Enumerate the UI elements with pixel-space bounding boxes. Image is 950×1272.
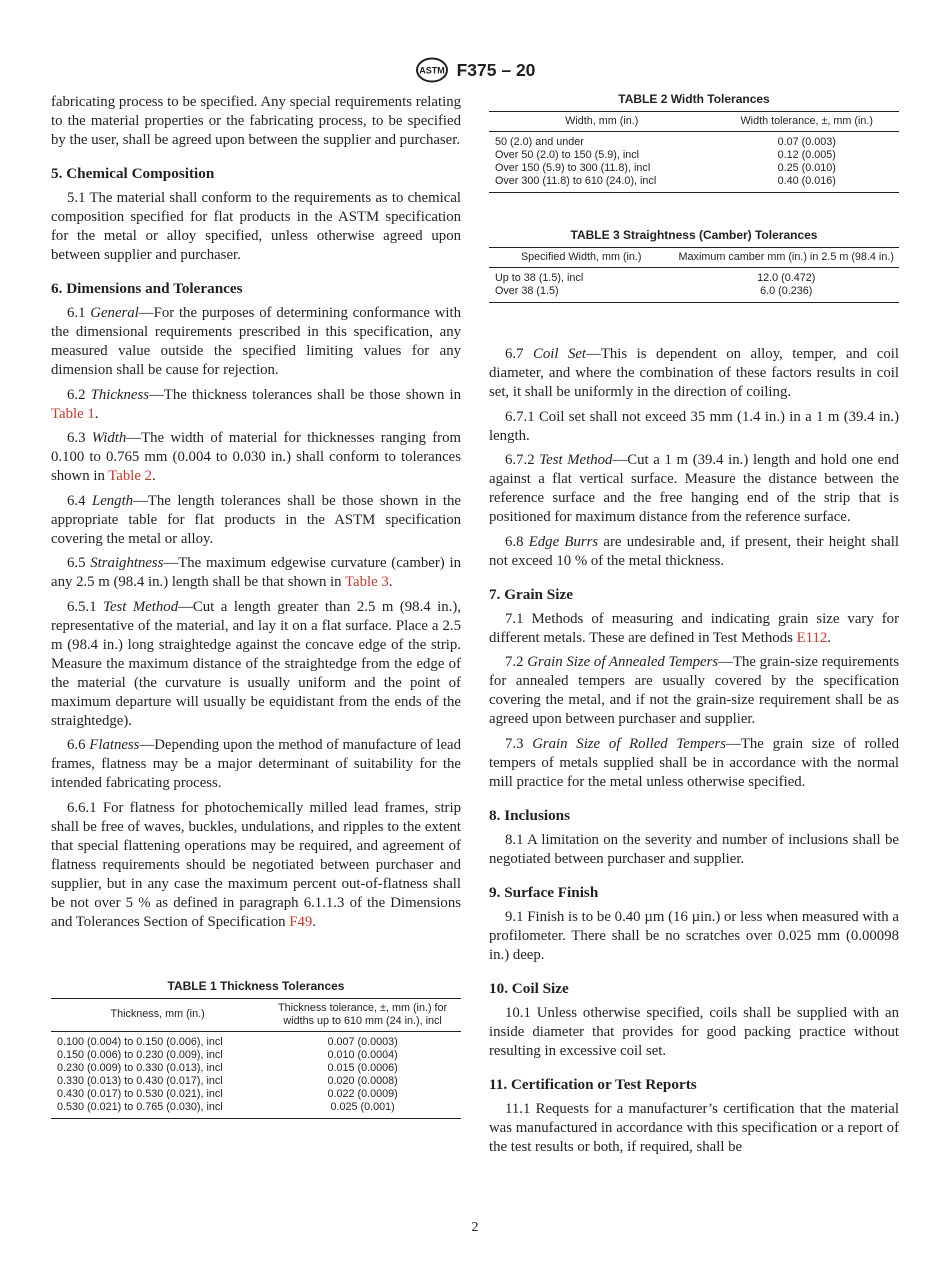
table-header: Specified Width, mm (in.)	[489, 248, 674, 268]
right-column	[489, 93, 899, 1162]
paragraph: 7.1 Methods of measuring and indicating grain size vary for different metals. These are defined in Test Methods E112.	[489, 610, 899, 646]
paragraph: 6.4 Length—The length tolerances shall be those shown in the appropriate table for flat products in the ASTM specification covering the metal or alloy.	[51, 492, 461, 547]
table-row: Over 300 (11.8) to 610 (24.0), incl 0.40 (0.016)	[489, 175, 899, 193]
table-header: Thickness, mm (in.)	[51, 998, 264, 1031]
paragraph: 5.1 The material shall conform to the requirements as to chemical composition specified for flat products in the ASTM specification for the metal or alloy specified, unless otherwise agreed upon between supplier and purchaser.	[51, 190, 461, 263]
e112-link[interactable]: E112	[796, 629, 828, 646]
table-header: Thickness tolerance, ±, mm (in.) for widths up to 610 mm (24 in.), incl	[264, 998, 461, 1031]
paragraph: 6.6 Flatness—Depending upon the method of manufacture of lead frames, flatness may be a major determinant of suitability for the intended fabricating process.	[51, 737, 461, 791]
section-heading: 7. Grain Size	[489, 585, 573, 603]
paragraph: 6.1 General—For the purposes of determining conformance with the dimensional requirements prescribed in this specification, any measured value outside the specified limiting values for any dimension shall be cause for rejection.	[51, 305, 461, 378]
table-row: Over 38 (1.5) 6.0 (0.236)	[489, 285, 899, 303]
paragraph: 8.1 A limitation on the severity and number of inclusions shall be negotiated between purchaser and supplier.	[489, 831, 899, 867]
table-row: Up to 38 (1.5), incl 12.0 (0.472)	[495, 272, 816, 284]
paragraph: 6.8 Edge Burrs are undesirable and, if present, their height shall not exceed 10 % of the metal thickness.	[489, 533, 899, 569]
paragraph: 6.6.1 For flatness for photochemically milled lead frames, strip shall be free of waves, buckles, undulations, and ripples to the extent that special flattening operations may be required, and agreement of flatness requirements should be negotiated between purchaser and supplier, but in any case the maximum percent out-of-flatness shall be not over 5 % as defined in paragraph 6.1.1.3 of the Dimensions and Tolerances Section of Specification F49.	[51, 799, 461, 930]
table-header: Width tolerance, ±, mm (in.)	[715, 112, 900, 132]
table-row: 0.100 (0.004) to 0.150 (0.006), incl 0.007 (0.0003)	[57, 1035, 398, 1048]
table-row: 0.330 (0.013) to 0.430 (0.017), incl 0.020 (0.0008)	[57, 1074, 398, 1087]
paragraph: 10.1 Unless otherwise specified, coils shall be supplied with an inside diameter that provides for good packing practice without resulting in excessive coil set.	[489, 1004, 899, 1059]
paragraph: 6.7 Coil Set—This is dependent on alloy, temper, and coil diameter, and where the combination of these factors results in coil set, it shall be uniformly in the direction of coiling.	[489, 346, 899, 400]
paragraph: 9.1 Finish is to be 0.40 µm (16 µin.) or less when measured with a profilometer. There shall be no scratches over 0.025 mm (0.00098 in.) deep.	[489, 908, 899, 963]
table-row: 0.230 (0.009) to 0.330 (0.013), incl 0.015 (0.0006)	[57, 1061, 398, 1074]
paragraph: fabricating process to be specified. Any special requirements relating to the material properties or the fabricating process, to be specified by the user, shall be agreed upon between the supplier and purchaser.	[51, 94, 461, 148]
paragraph: 6.2 Thickness—The thickness tolerances shall be those shown in Table 1.	[51, 386, 461, 422]
left-column	[51, 93, 461, 1119]
section-heading: 8. Inclusions	[489, 806, 571, 824]
table-row: 0.530 (0.021) to 0.765 (0.030), incl 0.025 (0.001)	[51, 1101, 461, 1119]
f49-link[interactable]: F49	[289, 913, 313, 930]
table-1-link[interactable]: Table 1	[51, 405, 95, 422]
table-header: Maximum camber mm (in.) in 2.5 m (98.4 in.)	[674, 248, 900, 268]
astm-logo-icon	[415, 57, 449, 83]
table-header: Width, mm (in.)	[489, 112, 715, 132]
section-heading: 5. Chemical Composition	[51, 165, 215, 182]
section-heading: 11. Certification or Test Reports	[489, 1075, 697, 1093]
paragraph: 6.3 Width—The width of material for thicknesses ranging from 0.100 to 0.765 mm (0.004 to 0.030 in.) shall conform to tolerances shown in Table 2.	[51, 430, 462, 484]
table-title: TABLE 1 Thickness Tolerances	[167, 978, 345, 993]
table-title: TABLE 2 Width Tolerances	[618, 92, 770, 106]
table-2	[489, 93, 899, 193]
table-row: Over 50 (2.0) to 150 (5.9), incl 0.12 (0.005)	[495, 149, 836, 161]
paragraph: 7.3 Grain Size of Rolled Tempers—The grain size of rolled tempers of metals supplied shall be in accordance with the normal mill practice for the metal unless otherwise specified.	[489, 735, 899, 790]
document-id: F375 – 20	[456, 59, 536, 80]
page-number: 2	[471, 1220, 479, 1235]
table-2-link[interactable]: Table 2	[108, 468, 153, 484]
section-heading: 10. Coil Size	[489, 979, 569, 997]
table-row: 0.430 (0.017) to 0.530 (0.021), incl 0.022 (0.0009)	[57, 1087, 398, 1100]
paragraph: 6.5 Straightness—The maximum edgewise curvature (camber) in any 2.5 m (98.4 in.) length shall be that shown in Table 3.	[51, 555, 461, 590]
table-title: TABLE 3 Straightness (Camber) Tolerances	[570, 228, 818, 242]
table-row: Over 150 (5.9) to 300 (11.8), incl 0.25 (0.010)	[495, 162, 836, 174]
paragraph: 11.1 Requests for a manufacturer’s certification that the material was manufactured in accordance with this specification or a report of the test results or both, if required, shall be	[489, 1100, 899, 1155]
table-3	[489, 229, 899, 303]
section-heading: 6. Dimensions and Tolerances	[51, 280, 243, 297]
table-row: 0.150 (0.006) to 0.230 (0.009), incl 0.010 (0.0004)	[57, 1048, 398, 1061]
table-1	[51, 980, 461, 1119]
table-row: 50 (2.0) and under 0.07 (0.003)	[495, 136, 836, 148]
page-header	[0, 57, 950, 83]
logo-text: ASTM	[418, 65, 445, 76]
section-heading: 9. Surface Finish	[489, 883, 599, 901]
paragraph: 6.5.1 Test Method—Cut a length greater than 2.5 m (98.4 in.), representative of the material, and lay it on a flat surface. Place a 2.5 m (98.4 in.) long straightedge against the concave edge of the strip. Measure the maximum distance of the straightedge from the edge of the material (the curvature is usually uniform and the point of maximum departure will usually be equidistant from the ends of the straightedge).	[51, 598, 461, 729]
paragraph: 6.7.2 Test Method—Cut a 1 m (39.4 in.) length and hold one end against a flat vertical surface. Measure the distance between the reference surface and the free hanging end of the strip that is positioned for maximum distance from the reference surface.	[489, 452, 899, 525]
table-3-link[interactable]: Table 3	[345, 574, 389, 590]
paragraph: 6.7.1 Coil set shall not exceed 35 mm (1.4 in.) in a 1 m (39.4 in.) length.	[489, 408, 899, 444]
paragraph: 7.2 Grain Size of Annealed Tempers—The grain-size requirements for annealed tempers are usually covered by the specification covering the metal, and if not the grain-size requirement shall be as agreed upon between purchaser and supplier.	[489, 654, 900, 727]
